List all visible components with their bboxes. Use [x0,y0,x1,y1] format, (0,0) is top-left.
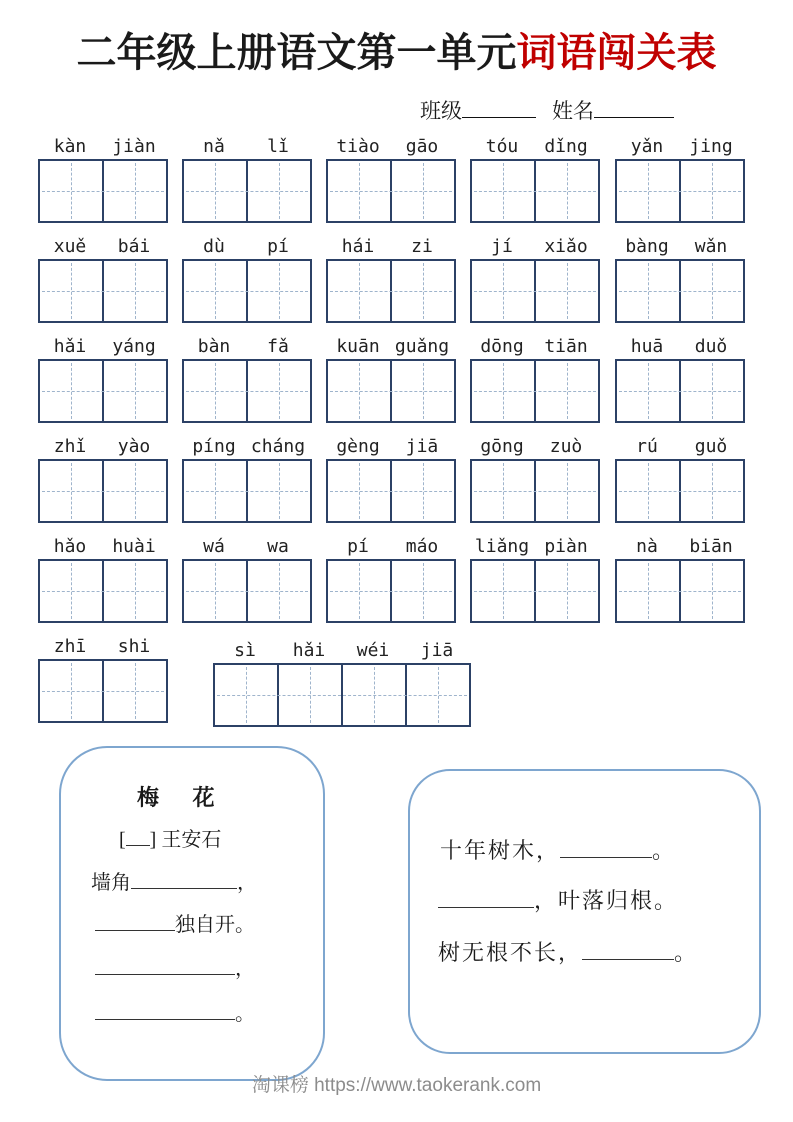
line-text: ， [237,872,257,894]
student-info-line [420,96,674,124]
answer-blank[interactable] [131,868,237,889]
answer-blank[interactable] [95,999,235,1020]
pinyin-label [326,532,456,559]
writing-grid [615,259,745,323]
line-text: 十年树木， [440,838,561,863]
writing-grid [213,663,471,727]
pinyin-syllable: xuě [53,236,87,257]
pinyin-syllable: huài [112,536,156,557]
writing-cell[interactable] [215,665,277,725]
writing-cell[interactable] [277,665,341,725]
poem-author-line [119,825,221,853]
word-group [615,232,745,323]
pinyin-syllable: wá [203,536,225,557]
word-group [326,532,456,623]
answer-blank[interactable] [126,825,150,846]
writing-grid [326,259,456,323]
writing-cell[interactable] [679,161,743,221]
pinyin-syllable: gāo [405,136,439,157]
answer-blank[interactable] [560,835,652,858]
line-text: ] 王安石 [149,829,222,851]
pinyin-syllable: nà [636,536,658,557]
idiom-line [440,835,676,864]
writing-cell[interactable] [102,161,166,221]
pinyin-syllable: jiā [420,640,454,661]
word-group [182,132,312,223]
pinyin-syllable: tiān [544,336,588,357]
writing-cell[interactable] [679,361,743,421]
pinyin-label [182,332,312,359]
writing-grid [326,459,456,523]
writing-cell[interactable] [472,361,534,421]
pinyin-label [470,532,600,559]
writing-cell[interactable] [246,161,310,221]
writing-cell[interactable] [617,561,679,621]
writing-cell[interactable] [184,161,246,221]
pinyin-label [182,532,312,559]
poem-card [59,746,325,1081]
pinyin-syllable: zhī [53,636,87,657]
writing-cell[interactable] [617,461,679,521]
line-text: 树无根不长， [438,940,583,965]
line-text: 。 [652,838,677,863]
writing-cell[interactable] [472,461,534,521]
pinyin-syllable: pí [267,236,289,257]
answer-blank[interactable] [95,910,175,931]
writing-grid [470,459,600,523]
pinyin-syllable: hái [341,236,375,257]
answer-blank[interactable] [95,954,235,975]
writing-cell[interactable] [679,561,743,621]
pinyin-syllable: liǎng [474,536,530,557]
writing-grid [182,559,312,623]
pinyin-label [38,332,168,359]
word-group [182,532,312,623]
writing-cell[interactable] [102,661,166,721]
writing-grid [38,359,168,423]
writing-cell[interactable] [679,461,743,521]
pinyin-syllable: gōng [480,436,524,457]
line-text: ， [235,958,255,980]
pinyin-label [213,636,471,663]
pinyin-label [326,232,456,259]
pinyin-syllable: máo [405,536,439,557]
pinyin-label [470,432,600,459]
writing-grid [615,359,745,423]
writing-grid [182,259,312,323]
pinyin-syllable: yáng [112,336,156,357]
pinyin-syllable: dù [203,236,225,257]
writing-cell[interactable] [341,665,405,725]
poem-line [95,999,255,1027]
title-red-part: 词语闯关表 [516,30,717,75]
writing-grid [38,659,168,723]
writing-cell[interactable] [472,561,534,621]
word-group [182,332,312,423]
writing-cell[interactable] [184,561,246,621]
word-group [38,132,168,223]
pinyin-label [470,332,600,359]
pinyin-syllable: dǐng [544,136,588,157]
idiom-line [438,885,678,914]
writing-grid [615,459,745,523]
writing-cell[interactable] [328,261,390,321]
writing-cell[interactable] [102,461,166,521]
writing-cell[interactable] [40,461,102,521]
writing-cell[interactable] [534,161,598,221]
footer-credit: 淘课榜 https://www.taokerank.com [251,1075,542,1096]
pinyin-label [182,132,312,159]
word-group [38,532,168,623]
writing-cell[interactable] [617,261,679,321]
writing-cell[interactable] [328,361,390,421]
writing-grid [470,259,600,323]
word-group [182,232,312,323]
line-text: 墙角 [91,872,131,894]
writing-cell[interactable] [246,461,310,521]
writing-cell[interactable] [390,361,454,421]
writing-cell[interactable] [40,661,102,721]
pinyin-syllable: fǎ [267,336,289,357]
poem-line [95,910,255,938]
class-label: 班级 [420,99,462,123]
word-group [470,132,600,223]
word-group [38,432,168,523]
word-group [38,232,168,323]
pinyin-label [615,332,745,359]
pinyin-label [615,432,745,459]
pinyin-label [38,132,168,159]
pinyin-syllable: jiàn [112,136,156,157]
word-group [615,432,745,523]
pinyin-syllable: wǎn [694,236,728,257]
pinyin-syllable: dōng [480,336,524,357]
pinyin-syllable: cháng [250,436,306,457]
pinyin-label [615,132,745,159]
writing-cell[interactable] [184,361,246,421]
pinyin-syllable: zhǐ [53,436,87,457]
pinyin-syllable: yǎn [630,136,664,157]
word-group [182,432,312,523]
idiom-card [408,769,761,1054]
answer-blank[interactable] [582,937,674,960]
pinyin-label [38,532,168,559]
pinyin-syllable: jiā [405,436,439,457]
title-black-part: 二年级上册语文第一单元 [76,30,517,75]
pinyin-syllable: gèng [336,436,380,457]
pinyin-syllable: sì [234,640,256,661]
word-group [615,532,745,623]
writing-grid [38,259,168,323]
pinyin-syllable: jí [491,236,513,257]
pinyin-syllable: jing [689,136,733,157]
pinyin-syllable: bái [117,236,151,257]
pinyin-label [182,232,312,259]
pinyin-syllable: huā [630,336,664,357]
pinyin-syllable: kuān [336,336,380,357]
pinyin-syllable: duǒ [694,336,728,357]
writing-cell[interactable] [184,461,246,521]
writing-grid [470,359,600,423]
poem-title: 梅 花 [137,785,229,810]
pinyin-syllable: tiào [336,136,380,157]
class-blank[interactable] [462,96,536,118]
pinyin-syllable: lǐ [267,136,289,157]
writing-cell[interactable] [40,361,102,421]
idiom-line [438,937,698,966]
writing-cell[interactable] [390,161,454,221]
word-group [470,332,600,423]
word-group [213,636,471,727]
writing-cell[interactable] [102,561,166,621]
writing-grid [615,159,745,223]
pinyin-label [470,132,600,159]
writing-cell[interactable] [617,361,679,421]
writing-cell[interactable] [40,261,102,321]
pinyin-label [470,232,600,259]
word-group [38,632,168,723]
writing-cell[interactable] [246,261,310,321]
pinyin-label [38,432,168,459]
writing-grid [326,359,456,423]
pinyin-syllable: bàn [197,336,231,357]
line-text: 独自开。 [175,914,255,936]
pinyin-syllable: zi [411,236,433,257]
writing-cell[interactable] [40,161,102,221]
word-group [470,532,600,623]
writing-cell[interactable] [679,261,743,321]
poem-line [95,954,255,982]
writing-cell[interactable] [390,561,454,621]
pinyin-label [615,532,745,559]
writing-cell[interactable] [617,161,679,221]
line-text: 。 [235,1003,255,1025]
pinyin-syllable: wa [267,536,289,557]
writing-grid [182,459,312,523]
poem-line [91,868,257,896]
writing-cell[interactable] [405,665,469,725]
pinyin-syllable: bàng [625,236,669,257]
writing-grid [326,159,456,223]
writing-grid [470,559,600,623]
writing-cell[interactable] [102,361,166,421]
writing-grid [38,559,168,623]
writing-cell[interactable] [246,561,310,621]
page-title [0,28,793,78]
word-group [470,432,600,523]
name-label: 姓名 [552,99,594,123]
word-group [326,432,456,523]
pinyin-syllable: rú [636,436,658,457]
writing-grid [38,459,168,523]
name-blank[interactable] [594,96,674,118]
pinyin-syllable: biān [689,536,733,557]
pinyin-syllable: hǎi [292,640,326,661]
writing-cell[interactable] [184,261,246,321]
pinyin-syllable: pí [347,536,369,557]
writing-grid [615,559,745,623]
pinyin-syllable: píng [192,436,236,457]
writing-grid [470,159,600,223]
pinyin-label [615,232,745,259]
writing-grid [326,559,456,623]
writing-grid [182,359,312,423]
pinyin-syllable: hǎi [53,336,87,357]
writing-cell[interactable] [246,361,310,421]
writing-cell[interactable] [472,161,534,221]
line-text: [ [119,829,126,851]
pinyin-syllable: tóu [485,136,519,157]
writing-cell[interactable] [40,561,102,621]
line-text: ，叶落归根。 [534,888,679,913]
writing-cell[interactable] [534,361,598,421]
writing-cell[interactable] [102,261,166,321]
pinyin-syllable: piàn [544,536,588,557]
pinyin-syllable: hǎo [53,536,87,557]
word-group [38,332,168,423]
pinyin-label [326,432,456,459]
pinyin-syllable: wéi [356,640,390,661]
writing-cell[interactable] [534,461,598,521]
writing-cell[interactable] [534,561,598,621]
writing-grid [38,159,168,223]
pinyin-syllable: kàn [53,136,87,157]
line-text: 。 [674,940,699,965]
writing-cell[interactable] [390,261,454,321]
answer-blank[interactable] [438,885,534,908]
word-group [615,132,745,223]
writing-cell[interactable] [328,561,390,621]
pinyin-label [38,232,168,259]
pinyin-label [326,332,456,359]
writing-cell[interactable] [328,461,390,521]
writing-cell[interactable] [390,461,454,521]
pinyin-syllable: yào [117,436,151,457]
pinyin-syllable: nǎ [203,136,225,157]
writing-cell[interactable] [534,261,598,321]
pinyin-syllable: xiǎo [544,236,588,257]
word-group [326,332,456,423]
pinyin-label [182,432,312,459]
word-group [326,132,456,223]
writing-cell[interactable] [472,261,534,321]
pinyin-syllable: guǒ [694,436,728,457]
word-group [615,332,745,423]
pinyin-syllable: shi [117,636,151,657]
pinyin-label [38,632,168,659]
pinyin-syllable: guǎng [394,336,450,357]
writing-grid [182,159,312,223]
word-group [326,232,456,323]
writing-cell[interactable] [328,161,390,221]
pinyin-label [326,132,456,159]
pinyin-syllable: zuò [549,436,583,457]
word-group [470,232,600,323]
